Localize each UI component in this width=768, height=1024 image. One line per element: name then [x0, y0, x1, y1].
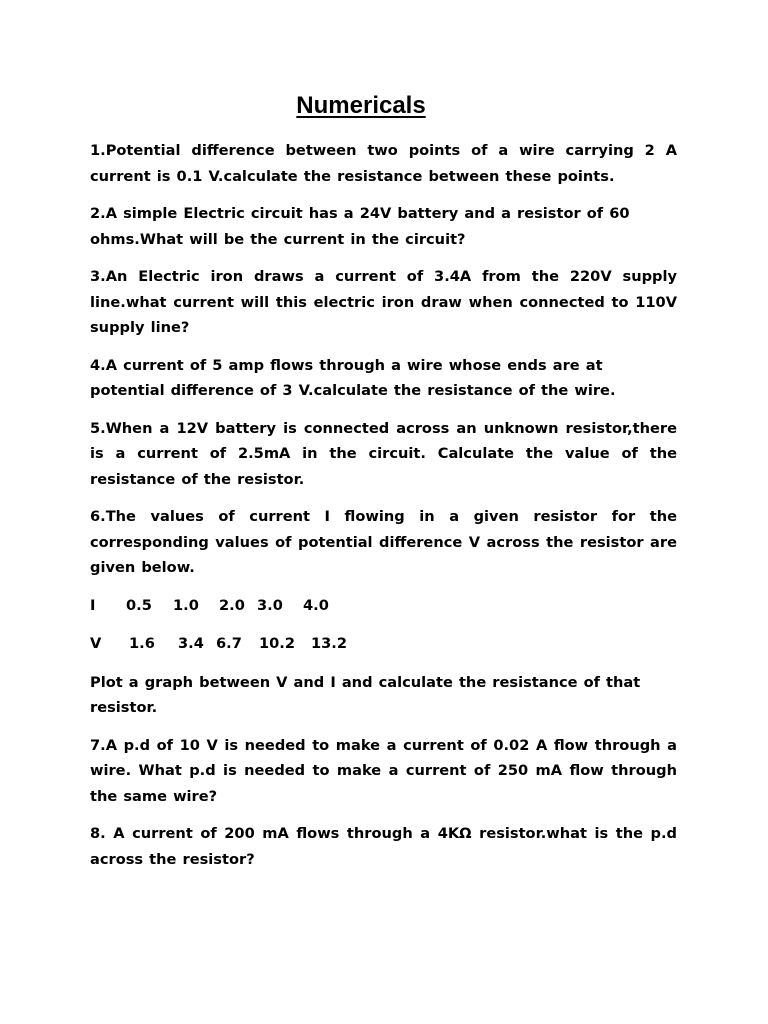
table-cell: 6.7	[216, 635, 242, 652]
question-1: 1.Potential difference between two points of a wire carrying 2 A current is 0.1 V.calculate the resistance between these points.	[90, 142, 677, 185]
question-8: 8. A current of 200 mA flows through a 4KΩ resistor.what is the p.d across the resistor?	[90, 825, 677, 868]
table-cell: I	[90, 596, 96, 614]
question-5: 5.When a 12V battery is connected across an unknown resistor,there is a current of 2.5mA in the circuit. Calculate the value of the resistance of the resistor.	[90, 419, 677, 488]
table-cell: 1.0	[173, 596, 199, 614]
table-cell: 13.2	[311, 635, 348, 652]
table-cell: 1.6	[129, 635, 155, 652]
plot-instruction: Plot a graph between V and I and calculate the resistance of that resistor.	[90, 673, 641, 716]
question-7: 7.A p.d of 10 V is needed to make a current of 0.02 A flow through a wire. What p.d is needed to make a current of 250 mA flow through the same wire?	[90, 736, 677, 805]
table-cell: 3.4	[178, 635, 204, 652]
table-cell: 3.0	[257, 596, 283, 614]
question-3: 3.An Electric iron draws a current of 3.4A from the 220V supply line.what current will this electric iron draw when connected to 110V supply line?	[90, 268, 677, 336]
question-4: 4.A current of 5 amp flows through a wire whose ends are at potential difference of 3 V.calculate the resistance of the wire.	[90, 356, 616, 399]
page-title: Numericals	[296, 92, 426, 119]
table-cell: 0.5	[126, 596, 152, 614]
table-row-current	[90, 593, 677, 619]
questions-body	[90, 138, 677, 884]
table-row-voltage	[90, 631, 677, 657]
question-6: 6.The values of current I flowing in a given resistor for the corresponding values of potential difference V across the resistor are given below.	[90, 508, 677, 576]
question-2: 2.A simple Electric circuit has a 24V battery and a resistor of 60 ohms.What will be the current in the circuit?	[90, 205, 630, 248]
table-cell: V	[90, 635, 102, 652]
table-cell: 2.0	[219, 596, 245, 614]
table-cell: 4.0	[303, 596, 329, 614]
table-cell: 10.2	[259, 635, 296, 652]
